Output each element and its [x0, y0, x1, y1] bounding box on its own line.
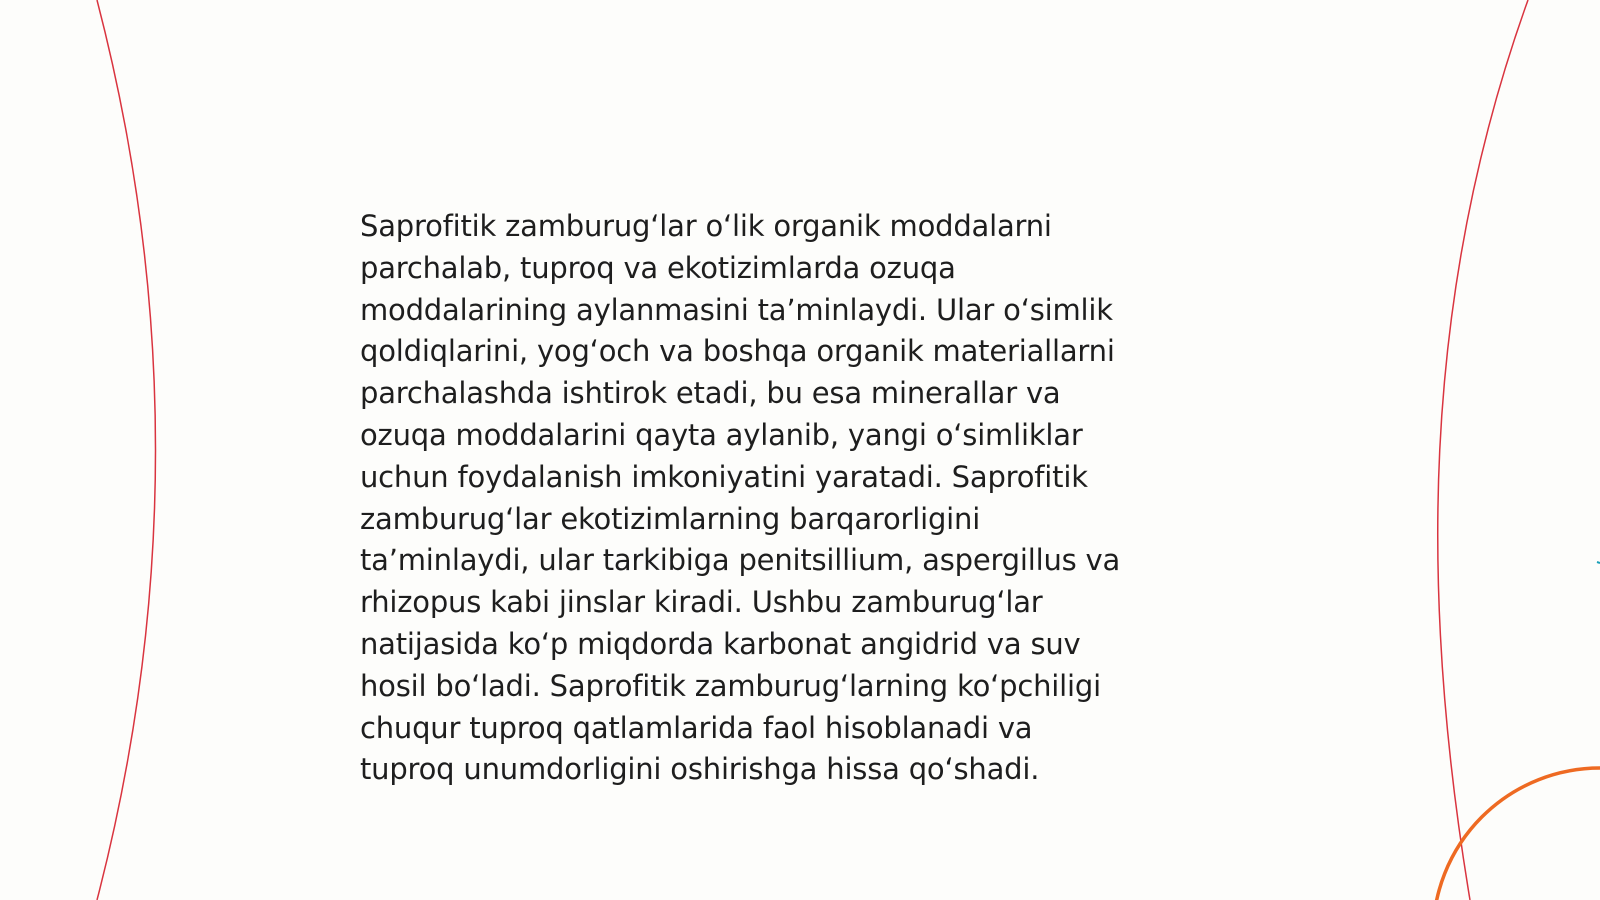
paragraph-line-1: Saprofitik zamburugʻlar oʻlik organik moddalarni — [360, 209, 1052, 243]
paragraph-line-9: taʼminlaydi, ular tarkibiga penitsillium, aspergillus va — [360, 543, 1121, 578]
paragraph-line-8: zamburugʻlar ekotizimlarning barqarorligini — [360, 501, 981, 536]
paragraph-line-10: rhizopus kabi jinslar kiradi. Ushbu zamburugʻlar — [360, 585, 1043, 620]
paragraph-line-14: tuproq unumdorligini oshirishga hissa qoʻshadi. — [360, 752, 1040, 787]
paragraph-line-6: ozuqa moddalarini qayta aylanib, yangi oʻsimliklar — [360, 417, 1083, 452]
paragraph-line-2: parchalab, tuproq va ekotizimlarda ozuqa — [360, 250, 956, 285]
paragraph-line-13: chuqur tuproq qatlamlarida faol hisoblanadi va — [360, 710, 1033, 745]
orange-circle-outline — [1433, 768, 1600, 900]
paragraph-line-5: parchalashda ishtirok etadi, bu esa minerallar va — [360, 376, 1061, 411]
left-red-curve — [97, 0, 156, 900]
right-red-curve — [1438, 0, 1528, 900]
paragraph-line-3: moddalarining aylanmasini taʼminlaydi. Ular oʻsimlik — [360, 292, 1113, 327]
paragraph-line-7: uchun foydalanish imkoniyatini yaratadi. Saprofitik — [360, 459, 1088, 494]
body-paragraph — [360, 206, 1240, 791]
paragraph-line-12: hosil boʻladi. Saprofitik zamburugʻlarning koʻpchiligi — [360, 668, 1101, 703]
paragraph-line-4: qoldiqlarini, yogʻoch va boshqa organik materiallarni — [360, 334, 1115, 369]
paragraph-line-11: natijasida koʻp miqdorda karbonat angidrid va suv — [360, 626, 1081, 661]
